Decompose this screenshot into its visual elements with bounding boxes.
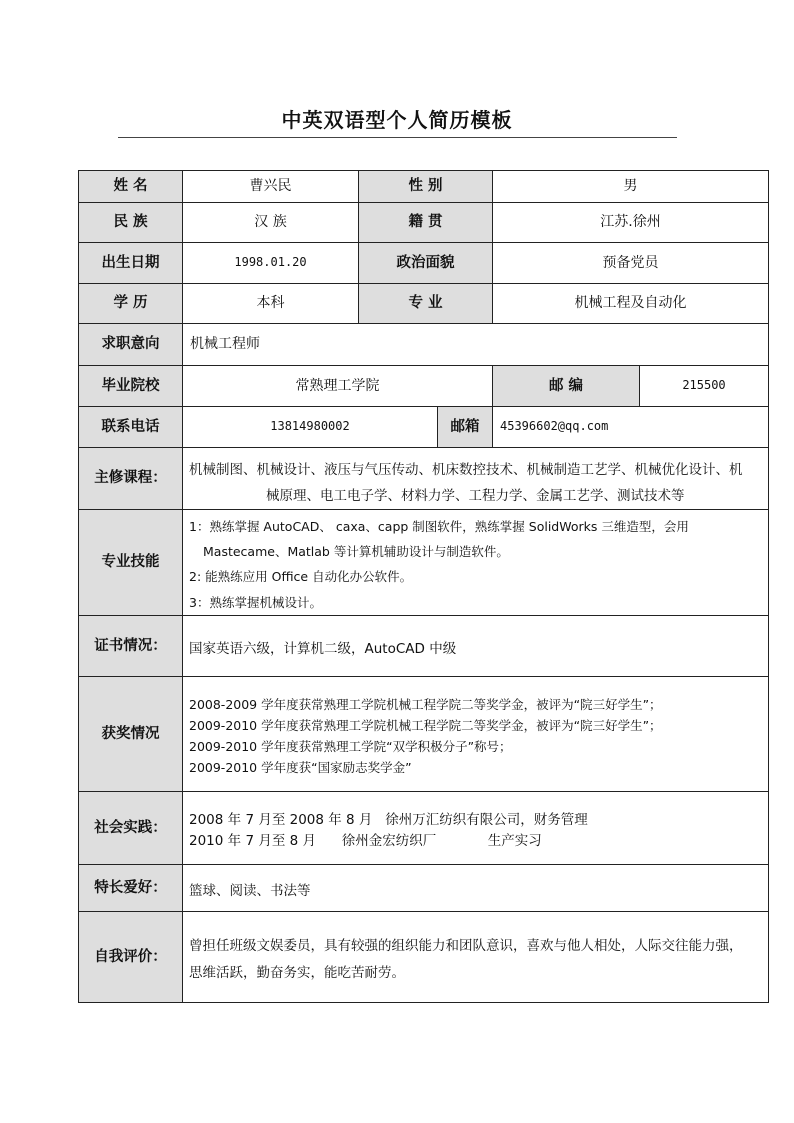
self-eval-content: [182, 911, 769, 1003]
origin-value: 江苏.徐州: [492, 202, 769, 243]
practice-item-2: 2010 年 7 月至 8 月 徐州金宏纺织厂 生产实习: [189, 833, 542, 849]
name-value: 曹兴民: [182, 170, 359, 203]
awards-content: [182, 676, 769, 792]
email-value: 45396602@qq.com: [492, 406, 769, 448]
education-value: 本科: [182, 283, 359, 324]
postcode-value: 215500: [639, 365, 769, 407]
postcode-label: 邮 编: [492, 365, 640, 407]
self-eval-line-2: 思维活跃，勤奋务实，能吃苦耐劳。: [189, 965, 405, 981]
major-label: 专 业: [358, 283, 493, 324]
hobbies-content: [182, 864, 769, 912]
practice-label: 社会实践：: [78, 791, 183, 865]
gender-label: 性 别: [358, 170, 493, 203]
courses-line-2: 械原理、电工电子学、材料力学、工程力学、金属工艺学、测试技术等: [266, 488, 685, 504]
skills-content: [182, 509, 769, 616]
school-label: 毕业院校: [78, 365, 183, 407]
skills-label: 专业技能: [78, 509, 183, 616]
birth-label: 出生日期: [78, 242, 183, 284]
certificates-text: 国家英语六级，计算机二级，AutoCAD 中级: [189, 641, 457, 657]
practice-item-1: 2008 年 7 月至 2008 年 8 月 徐州万汇纺织有限公司，财务管理: [189, 812, 588, 828]
practice-content: [182, 791, 769, 865]
name-label: 姓 名: [78, 170, 183, 203]
origin-label: 籍 贯: [358, 202, 493, 243]
hobbies-text: 篮球、阅读、书法等: [189, 883, 311, 899]
school-value: 常熟理工学院: [182, 365, 493, 407]
objective-value: 机械工程师: [182, 323, 769, 366]
political-label: 政治面貌: [358, 242, 493, 284]
award-item-3: 2009-2010 学年度获常熟理工学院“双学积极分子”称号；: [189, 739, 512, 754]
award-item-2: 2009-2010 学年度获常熟理工学院机械工程学院二等奖学金，被评为“院三好学生”；: [189, 718, 662, 733]
birth-value: 1998.01.20: [182, 242, 359, 284]
award-item-4: 2009-2010 学年度获“国家励志奖学金”: [189, 760, 412, 775]
title-underline: [118, 137, 677, 138]
self-eval-line-1: 曾担任班级文娱委员，具有较强的组织能力和团队意识，喜欢与他人相处，人际交往能力强，: [189, 938, 743, 954]
objective-label: 求职意向: [78, 323, 183, 366]
political-value: 预备党员: [492, 242, 769, 284]
certificates-label: 证书情况：: [78, 615, 183, 677]
phone-value: 13814980002: [182, 406, 438, 448]
courses-label: 主修课程：: [78, 447, 183, 510]
phone-label: 联系电话: [78, 406, 183, 448]
award-item-1: 2008-2009 学年度获常熟理工学院机械工程学院二等奖学金，被评为“院三好学生”；: [189, 697, 662, 712]
skills-line-4: 3：熟练掌握机械设计。: [189, 595, 322, 610]
ethnicity-label: 民 族: [78, 202, 183, 243]
skills-line-1: 1：熟练掌握 AutoCAD、 caxa、capp 制图软件，熟练掌握 SolidWorks 三维造型，会用: [189, 519, 689, 534]
major-value: 机械工程及自动化: [492, 283, 769, 324]
certificates-content: [182, 615, 769, 677]
courses-content: [182, 447, 769, 510]
hobbies-label: 特长爱好：: [78, 864, 183, 912]
awards-label: 获奖情况: [78, 676, 183, 792]
ethnicity-value: 汉 族: [182, 202, 359, 243]
education-label: 学 历: [78, 283, 183, 324]
page-title: 中英双语型个人简历模板: [281, 108, 513, 132]
skills-line-2: Mastecame、Matlab 等计算机辅助设计与制造软件。: [203, 544, 509, 559]
gender-value: 男: [492, 170, 769, 203]
courses-line-1: 机械制图、机械设计、液压与气压传动、机床数控技术、机械制造工艺学、机械优化设计、机: [189, 462, 743, 478]
self-eval-label: 自我评价：: [78, 911, 183, 1003]
skills-line-3: 2: 能熟练应用 Office 自动化办公软件。: [189, 569, 413, 584]
email-label: 邮箱: [437, 406, 493, 448]
